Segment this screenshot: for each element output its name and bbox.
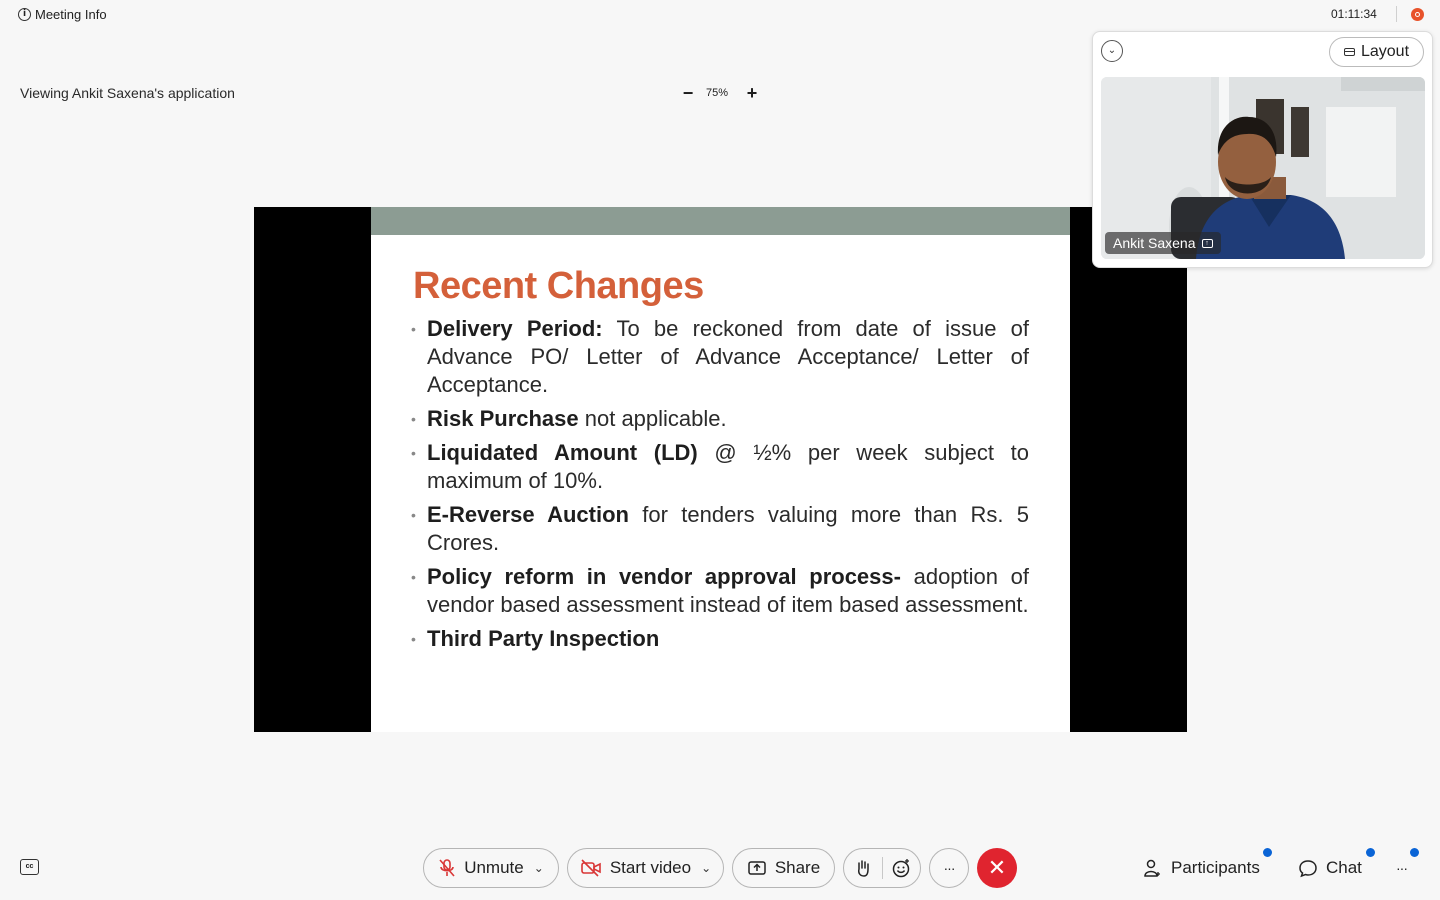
layout-button[interactable]: [1329, 37, 1424, 67]
notification-dot: [1410, 848, 1419, 857]
bullet-text: @ ½% per week subject to maximum of 10%.: [427, 440, 1029, 493]
reaction-button[interactable]: [882, 858, 920, 878]
chat-button[interactable]: [1298, 856, 1362, 880]
bullet-dot: •: [411, 631, 416, 647]
slide-bullet: [411, 625, 1029, 653]
participants-label: Participants: [1171, 858, 1260, 877]
reaction-icon: [891, 858, 911, 878]
start-video-label: Start video: [609, 858, 692, 877]
meeting-info-label: Meeting Info: [35, 6, 107, 22]
screen-share-icon: ↑: [1202, 239, 1213, 248]
unmute-button[interactable]: [423, 848, 559, 888]
end-call-button[interactable]: [977, 848, 1017, 888]
video-off-icon: [580, 859, 602, 877]
meeting-info-button[interactable]: [18, 5, 107, 23]
bullet-bold: Liquidated Amount (LD): [427, 440, 698, 465]
slide-bullet: [411, 439, 1029, 495]
bullet-dot: •: [411, 507, 416, 523]
participant-name-tag: [1105, 232, 1221, 254]
chat-icon: [1298, 858, 1318, 878]
reactions-group: [843, 848, 921, 888]
chevron-down-icon[interactable]: ⌄: [533, 861, 544, 875]
slide-bullet: [411, 405, 1029, 433]
more-panels-button[interactable]: [1396, 856, 1407, 880]
bullet-bold: E-Reverse Auction: [427, 502, 629, 527]
meeting-timer: 01:11:34: [1331, 7, 1377, 21]
bullet-dot: •: [411, 569, 416, 585]
raise-hand-button[interactable]: [844, 858, 882, 878]
bullet-bold: Risk Purchase: [427, 406, 579, 431]
zoom-out-button[interactable]: −: [682, 83, 694, 103]
participant-name: Ankit Saxena: [1113, 235, 1196, 251]
slide-title: Recent Changes: [413, 265, 704, 307]
slide-bullet: [411, 315, 1029, 399]
layout-icon: [1344, 48, 1355, 56]
viewing-label: Viewing Ankit Saxena's application: [20, 85, 235, 101]
captions-icon[interactable]: cc: [20, 859, 39, 875]
share-label: Share: [774, 858, 821, 877]
more-options-button[interactable]: [929, 848, 969, 888]
bullet-text: for tenders valuing more than Rs. 5 Crores.: [427, 502, 1029, 555]
zoom-in-button[interactable]: +: [746, 83, 758, 103]
bullet-text: adoption of vendor based assessment instead of item based assessment.: [427, 564, 1029, 617]
layout-label: Layout: [1360, 43, 1410, 60]
chevron-down-icon[interactable]: ⌄: [1101, 40, 1123, 62]
divider: [1396, 6, 1397, 22]
bullet-bold: Third Party Inspection: [427, 626, 660, 651]
slide-header-band: [371, 207, 1070, 235]
more-icon: ···: [1396, 860, 1407, 876]
bullet-dot: •: [411, 411, 416, 427]
zoom-level: 75%: [706, 87, 729, 99]
unmute-label: Unmute: [464, 858, 524, 877]
info-icon: i: [18, 8, 31, 21]
video-panel: [1092, 31, 1433, 268]
participants-button[interactable]: [1143, 856, 1260, 880]
slide-bullet: [411, 563, 1029, 619]
record-icon[interactable]: [1411, 8, 1424, 21]
shared-screen: [254, 207, 1187, 732]
end-call-icon: ✕: [987, 855, 1007, 880]
more-icon: ···: [943, 860, 955, 876]
bullet-bold: Policy reform in vendor approval process-: [427, 564, 901, 589]
notification-dot: [1263, 848, 1272, 857]
raise-hand-icon: [855, 858, 871, 878]
share-button[interactable]: [732, 848, 835, 888]
share-icon: [747, 859, 767, 877]
presentation-slide: [371, 207, 1070, 732]
mic-muted-icon: [438, 858, 456, 878]
chevron-down-icon[interactable]: ⌄: [701, 861, 712, 875]
start-video-button[interactable]: [567, 848, 724, 888]
slide-bullet-list: [411, 315, 1029, 659]
notification-dot: [1366, 848, 1375, 857]
bullet-text: not applicable.: [578, 406, 727, 431]
participants-icon: [1143, 858, 1163, 878]
slide-bullet: [411, 501, 1029, 557]
bullet-bold: Delivery Period:: [427, 316, 603, 341]
participant-video[interactable]: [1101, 77, 1425, 259]
chat-label: Chat: [1326, 858, 1362, 877]
bullet-text: To be reckoned from date of issue of Advance PO/ Letter of Advance Acceptance/ Letter of Acceptance.: [427, 316, 1029, 397]
bullet-dot: •: [411, 445, 416, 461]
bullet-dot: •: [411, 321, 416, 337]
